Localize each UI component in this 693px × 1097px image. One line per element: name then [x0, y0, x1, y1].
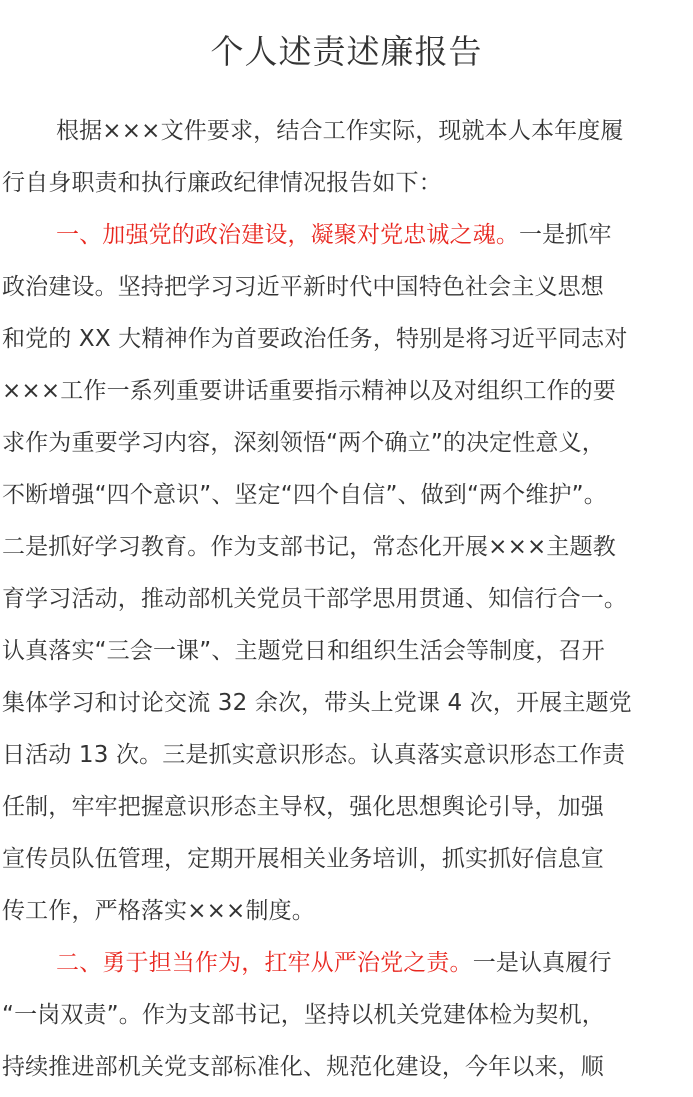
paragraph-line [2, 1041, 692, 1093]
paragraph-line [2, 573, 692, 625]
paragraph-text: 政治建设。坚持把学习习近平新时代中国特色社会主义思想 [2, 274, 604, 300]
paragraph-text: 和党的 XX 大精神作为首要政治任务，特别是将习近平同志对 [2, 326, 628, 352]
paragraph-line [2, 313, 692, 365]
paragraph-text: 一是认真履行 [472, 950, 612, 976]
paragraph-line [2, 677, 692, 729]
paragraph-line [2, 105, 692, 157]
paragraph-line [2, 521, 692, 573]
paragraph-text: 根据×××文件要求，结合工作实际，现就本人本年度履 [56, 118, 624, 144]
paragraph-line [2, 729, 692, 781]
section-heading-1: 一、加强党的政治建设，凝聚对党忠诚之魂。 [56, 222, 519, 248]
paragraph-text: 行自身职责和执行廉政纪律情况报告如下： [2, 170, 442, 196]
paragraph-line [2, 833, 692, 885]
paragraph-text: 育学习活动，推动部机关党员干部学思用贯通、知信行合一。 [2, 586, 628, 612]
paragraph-text: ×××工作一系列重要讲话重要指示精神以及对组织工作的要 [2, 378, 616, 404]
paragraph-text: “一岗双责”。作为支部书记，坚持以机关党建体检为契机， [2, 1002, 605, 1028]
paragraph-text: 二是抓好学习教育。作为支部书记，常态化开展×××主题教 [2, 534, 616, 560]
document-body [2, 105, 692, 1093]
paragraph-text: 一是抓牢 [519, 222, 612, 248]
paragraph-line [2, 157, 692, 209]
paragraph-text: 日活动 13 次。三是抓实意识形态。认真落实意识形态工作责 [2, 742, 626, 768]
paragraph-line [2, 885, 692, 937]
paragraph-text: 求作为重要学习内容，深刻领悟“两个确立”的决定性意义， [2, 430, 605, 456]
paragraph-line [2, 469, 692, 521]
paragraph-text: 认真落实“三会一课”、主题党日和组织生活会等制度，召开 [2, 638, 605, 664]
paragraph-text: 任制，牢牢把握意识形态主导权，强化思想舆论引导，加强 [2, 794, 604, 820]
paragraph-text: 不断增强“四个意识”、坚定“四个自信”、做到“两个维护”。 [2, 482, 607, 508]
paragraph-line [2, 365, 692, 417]
paragraph-text: 宣传员队伍管理，定期开展相关业务培训，抓实抓好信息宣 [2, 846, 604, 872]
paragraph-text: 传工作，严格落实×××制度。 [2, 898, 315, 924]
paragraph-line [2, 417, 692, 469]
paragraph-line [2, 261, 692, 313]
section-heading-line [2, 937, 692, 989]
paragraph-text: 集体学习和讨论交流 32 余次，带头上党课 4 次，开展主题党 [2, 690, 632, 716]
paragraph-line [2, 625, 692, 677]
document-title: 个人述责述廉报告 [210, 32, 483, 71]
section-heading-2: 二、勇于担当作为，扛牢从严治党之责。 [56, 950, 473, 976]
paragraph-line [2, 989, 692, 1041]
paragraph-text: 持续推进部机关党支部标准化、规范化建设，今年以来，顺 [2, 1054, 604, 1080]
section-heading-line [2, 209, 692, 261]
paragraph-line [2, 781, 692, 833]
